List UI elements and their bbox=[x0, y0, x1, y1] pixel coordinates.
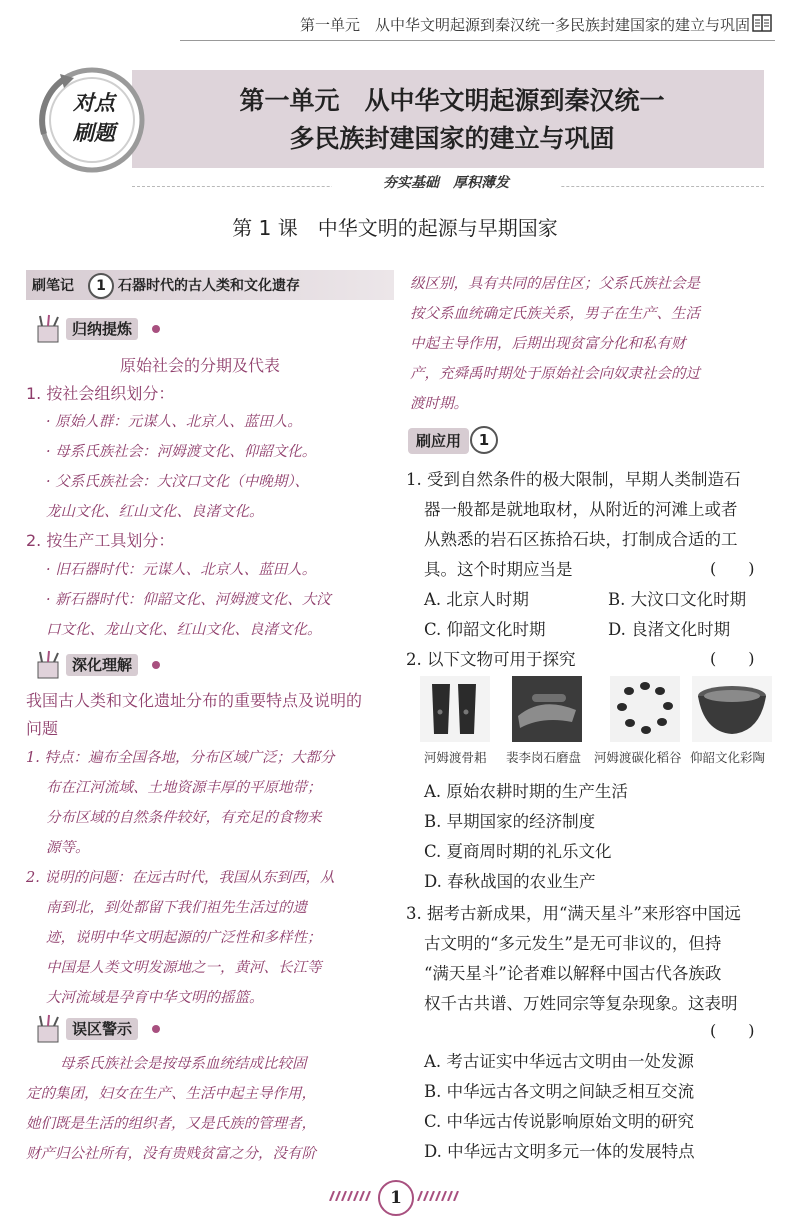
deepen-line: 2. 说明的问题：在远古时代，我国从东到西，从 bbox=[26, 870, 335, 886]
pencil-cup-icon bbox=[34, 1014, 68, 1044]
warning-continued-line: 渡时期。 bbox=[410, 396, 468, 412]
q3-line: “满天星斗”论者难以解释中国古代各族政 bbox=[424, 964, 722, 983]
deepen-line: 南到北，到处都留下我们祖先生活过的遗 bbox=[46, 900, 307, 916]
note-label: 刷笔记 bbox=[32, 278, 74, 294]
bone-spade-image bbox=[420, 676, 490, 742]
deepen-line: 中国是人类文明发源地之一，黄河、长江等 bbox=[46, 960, 322, 976]
unit-title bbox=[140, 82, 764, 158]
deepen-title-line: 问题 bbox=[26, 719, 59, 738]
deepen-line: 源等。 bbox=[46, 840, 90, 856]
badge-line-2: 刷题 bbox=[73, 120, 115, 145]
q3-line: 3. 据考古新成果，用“满天星斗”来形容中国远 bbox=[406, 904, 741, 923]
q3-answer-blank[interactable]: ( ) bbox=[710, 1021, 755, 1040]
q2-stem: 2. 以下文物可用于探究 bbox=[406, 650, 576, 669]
warning-continued-line: 中起主导作用，后期出现贫富分化和私有财 bbox=[410, 336, 686, 352]
warning-continued-line: 按父系血统确定氏族关系，男子在生产、生活 bbox=[410, 306, 700, 322]
pencil-cup-icon bbox=[34, 314, 68, 344]
unit-title-line-2: 多民族封建国家的建立与巩固 bbox=[289, 124, 615, 153]
note-number: 1 bbox=[88, 273, 114, 299]
application-label: 刷应用 bbox=[408, 428, 469, 454]
summary-item2-line: · 新石器时代：仰韶文化、河姆渡文化、大汶 bbox=[46, 592, 331, 608]
unit-title-line-1: 第一单元 从中华文明起源到秦汉统一 bbox=[239, 86, 665, 115]
grinding-stone-image bbox=[512, 676, 582, 742]
deepen-line: 迹，说明中华文明起源的广泛性和多样性； bbox=[46, 930, 322, 946]
pencil-cup-icon bbox=[34, 650, 68, 680]
dot-icon bbox=[152, 325, 160, 333]
q3-option-d[interactable]: D. 中华远古文明多元一体的发展特点 bbox=[424, 1142, 695, 1161]
artifact-caption: 河姆渡碳化稻谷 bbox=[594, 750, 682, 765]
summary-item1-line: 龙山文化、红山文化、良渚文化。 bbox=[46, 504, 264, 520]
q2-option-c[interactable]: C. 夏商周时期的礼乐文化 bbox=[424, 842, 612, 861]
motto: 夯实基础 厚积薄发 bbox=[332, 172, 560, 192]
summary-item2-line: · 旧石器时代：元谋人、北京人、蓝田人。 bbox=[46, 562, 317, 578]
q1-answer-blank[interactable]: ( ) bbox=[710, 559, 755, 578]
page-number: 1 bbox=[378, 1180, 414, 1216]
dot-icon bbox=[152, 1025, 160, 1033]
application-number: 1 bbox=[470, 426, 498, 454]
book-icon bbox=[752, 14, 772, 32]
artifact-caption: 河姆渡骨耜 bbox=[424, 750, 487, 765]
warning-line: 财产归公社所有，没有贵贱贫富之分，没有阶 bbox=[26, 1146, 316, 1162]
warning-continued-line: 级区别，具有共同的居住区；父系氏族社会是 bbox=[410, 276, 700, 292]
summary-item1-line: · 母系氏族社会：河姆渡文化、仰韶文化。 bbox=[46, 444, 317, 460]
q1-line: 器一般都是就地取材，从附近的河滩上或者 bbox=[424, 500, 738, 519]
q2-option-b[interactable]: B. 早期国家的经济制度 bbox=[424, 812, 596, 831]
q1-line: 1. 受到自然条件的极大限制，早期人类制造石 bbox=[406, 470, 741, 489]
running-header: 第一单元 从中华文明起源到秦汉统一多民族封建国家的建立与巩固 bbox=[299, 16, 750, 34]
q1-line: 具。这个时期应当是 bbox=[424, 560, 573, 579]
warning-continued-line: 产，充舜禹时期处于原始社会向奴隶社会的过 bbox=[410, 366, 700, 382]
deepen-line: 分布区域的自然条件较好，有充足的食物来 bbox=[46, 810, 322, 826]
q2-answer-blank[interactable]: ( ) bbox=[710, 649, 755, 668]
dot-icon bbox=[152, 661, 160, 669]
header-divider bbox=[180, 40, 775, 41]
q3-option-a[interactable]: A. 考古证实中华远古文明由一处发源 bbox=[424, 1052, 694, 1071]
q1-option-b[interactable]: B. 大汶口文化时期 bbox=[608, 590, 747, 609]
carbonized-rice-image bbox=[610, 676, 680, 742]
stripes-decoration-icon bbox=[416, 1191, 462, 1201]
warning-line: 她们既是生活的组织者，又是氏族的管理者， bbox=[26, 1116, 316, 1132]
q3-option-c[interactable]: C. 中华远古传说影响原始文明的研究 bbox=[424, 1112, 695, 1131]
summary-item2-line: 口文化、龙山文化、红山文化、良渚文化。 bbox=[46, 622, 322, 638]
summary-item1-title: 1. 按社会组织划分： bbox=[26, 384, 175, 403]
summary-item1-line: · 原始人群：元谋人、北京人、蓝田人。 bbox=[46, 414, 302, 430]
lesson-title: 第 1 课 中华文明的起源与早期国家 bbox=[232, 216, 558, 240]
badge-text bbox=[56, 88, 132, 148]
artifact-caption: 裴李岗石磨盘 bbox=[506, 750, 582, 765]
q2-option-d[interactable]: D. 春秋战国的农业生产 bbox=[424, 872, 596, 891]
note-title: 石器时代的古人类和文化遗存 bbox=[118, 278, 300, 294]
warning-line: 定的集团，妇女在生产、生活中起主导作用， bbox=[26, 1086, 316, 1102]
summary-heading: 归纳提炼 bbox=[66, 318, 138, 340]
q3-line: 古文明的“多元发生”是无可非议的，但持 bbox=[424, 934, 722, 953]
deepen-line: 大河流域是孕育中华文明的摇篮。 bbox=[46, 990, 264, 1006]
q1-option-a[interactable]: A. 北京人时期 bbox=[424, 590, 529, 609]
deepen-title-line: 我国古人类和文化遗址分布的重要特点及说明的 bbox=[26, 691, 363, 710]
q3-option-b[interactable]: B. 中华远古各文明之间缺乏相互交流 bbox=[424, 1082, 695, 1101]
artifact-caption: 仰韶文化彩陶 bbox=[690, 750, 766, 765]
painted-pottery-image bbox=[692, 676, 772, 742]
summary-item2-title: 2. 按生产工具划分： bbox=[26, 531, 175, 550]
q2-option-a[interactable]: A. 原始农耕时期的生产生活 bbox=[424, 782, 628, 801]
warning-line: 母系氏族社会是按母系血统结成比较固 bbox=[60, 1056, 307, 1072]
stripes-decoration-icon bbox=[328, 1191, 374, 1201]
q3-line: 权千古共谱、万姓同宗等复杂现象。这表明 bbox=[424, 994, 738, 1013]
deepen-line: 1. 特点：遍布全国各地，分布区域广泛；大都分 bbox=[26, 750, 335, 766]
summary-item1-line: · 父系氏族社会：大汶口文化（中晚期）、 bbox=[46, 474, 309, 490]
deepen-line: 布在江河流域、土地资源丰厚的平原地带； bbox=[46, 780, 322, 796]
badge-line-1: 对点 bbox=[73, 90, 115, 115]
summary-subtitle: 原始社会的分期及代表 bbox=[120, 356, 281, 375]
deepen-heading: 深化理解 bbox=[66, 654, 138, 676]
q1-option-d[interactable]: D. 良渚文化时期 bbox=[608, 620, 731, 639]
q1-line: 从熟悉的岩石区拣拾石块，打制成合适的工 bbox=[424, 530, 738, 549]
warning-heading: 误区警示 bbox=[66, 1018, 138, 1040]
q1-option-c[interactable]: C. 仰韶文化时期 bbox=[424, 620, 546, 639]
